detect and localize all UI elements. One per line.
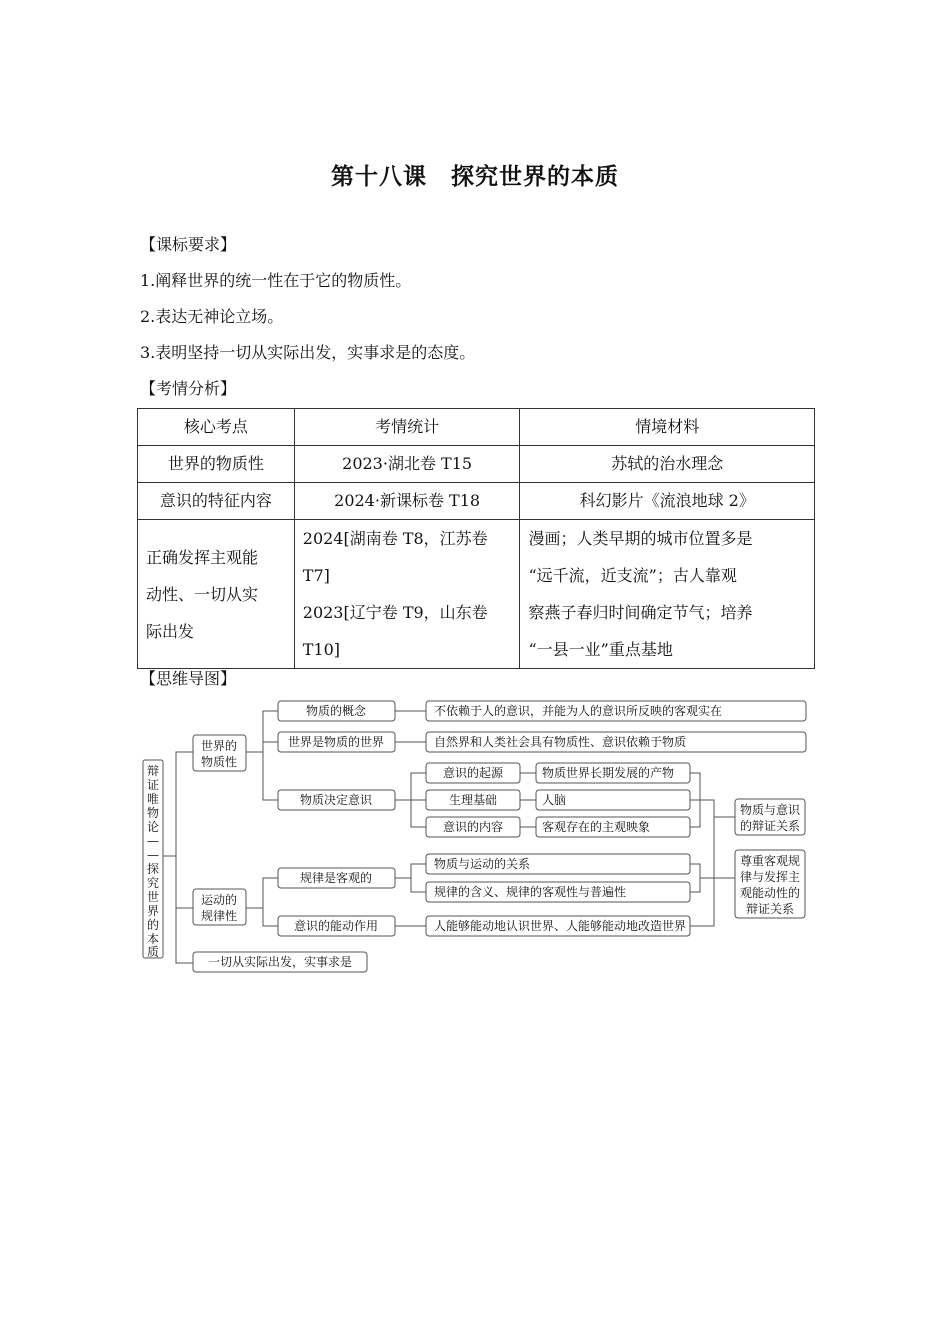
svg-text:世: 世 — [146, 890, 160, 904]
node-active-role: 意识的能动作用 — [293, 919, 379, 933]
page-title: 第十八课 探究世界的本质 — [331, 164, 619, 190]
table-cell: 2023·湖北卷 T15 — [294, 446, 520, 483]
svg-text:物: 物 — [146, 806, 160, 820]
svg-text:尊重客观规: 尊重客观规 — [739, 854, 801, 868]
svg-text:论: 论 — [146, 820, 160, 834]
table-cell: 世界的物质性 — [138, 446, 295, 483]
svg-text:物质与意识: 物质与意识 — [739, 803, 801, 817]
svg-text:—: — — [147, 834, 159, 848]
node-origin-def: 物质世界长期发展的产物 — [542, 766, 675, 780]
node-physio-def: 人脑 — [542, 793, 567, 807]
table-cell: 科幻影片《流浪地球 2》 — [520, 483, 815, 520]
exam-analysis-table — [137, 408, 815, 669]
node-content-def: 客观存在的主观映象 — [542, 820, 651, 834]
node-origin: 意识的起源 — [442, 766, 504, 780]
svg-text:观能动性的: 观能动性的 — [739, 886, 801, 900]
node-matter-motion: 物质与运动的关系 — [434, 857, 531, 871]
table-cell-point: 正确发挥主观能 动性、一切从实 际出发 — [138, 520, 295, 669]
table-cell-stat: 2024[湖南卷 T8，江苏卷 T7] 2023[辽宁卷 T9，山东卷 T10] — [294, 520, 520, 669]
svg-text:质: 质 — [146, 945, 160, 959]
requirement-item: 3.表明坚持一切从实际出发，实事求是的态度。 — [140, 343, 476, 362]
svg-text:的: 的 — [146, 918, 160, 932]
analysis-heading: 【考情分析】 — [140, 379, 237, 398]
svg-text:本: 本 — [146, 932, 160, 946]
requirement-item: 1.阐释世界的统一性在于它的物质性。 — [140, 271, 412, 290]
table-cell-material: 漫画；人类早期的城市位置多是 “远千流，近支流”；古人靠观 察燕子春归时间确定节气；培养 “一县一业”重点基地 — [520, 520, 815, 669]
requirement-item: 2.表达无神论立场。 — [140, 307, 284, 326]
table-cell: 2024·新课标卷 T18 — [294, 483, 520, 520]
svg-text:证: 证 — [146, 778, 160, 792]
svg-text:界: 界 — [146, 904, 160, 918]
svg-text:—: — — [147, 848, 159, 862]
table-header-row — [138, 409, 815, 446]
svg-text:究: 究 — [146, 876, 160, 890]
table-row — [138, 446, 815, 483]
svg-text:辩证关系: 辩证关系 — [745, 902, 795, 916]
svg-text:辩: 辩 — [146, 764, 160, 778]
table-cell: 意识的特征内容 — [138, 483, 295, 520]
node-world-material-def: 自然界和人类社会具有物质性、意识依赖于物质 — [434, 735, 687, 749]
node-matter-decides: 物质决定意识 — [299, 793, 373, 807]
table-cell: 苏轼的治水理念 — [520, 446, 815, 483]
node-physio: 生理基础 — [448, 793, 498, 807]
svg-text:探: 探 — [146, 862, 160, 876]
svg-text:世界的: 世界的 — [200, 739, 238, 753]
node-matter-concept-def: 不依赖于人的意识，并能为人的意识所反映的客观实在 — [434, 704, 723, 718]
svg-text:规律性: 规律性 — [200, 909, 238, 923]
table-header-cell: 核心考点 — [138, 409, 295, 446]
node-content: 意识的内容 — [442, 820, 504, 834]
table-row — [138, 520, 815, 669]
table-row — [138, 483, 815, 520]
node-law-meaning: 规律的含义、规律的客观性与普遍性 — [434, 885, 627, 899]
root-node — [147, 764, 159, 959]
svg-text:运动的: 运动的 — [200, 893, 238, 907]
node-from-reality: 一切从实际出发，实事求是 — [207, 955, 353, 969]
svg-text:的辩证关系: 的辩证关系 — [739, 819, 801, 833]
mindmap-heading: 【思维导图】 — [140, 669, 237, 688]
node-law-objective: 规律是客观的 — [299, 871, 373, 885]
table-header-cell: 情境材料 — [520, 409, 815, 446]
svg-text:物质性: 物质性 — [200, 755, 238, 769]
node-matter-concept: 物质的概念 — [305, 704, 367, 718]
mind-map — [140, 695, 810, 975]
requirements-heading: 【课标要求】 — [140, 235, 237, 254]
node-active-role-def: 人能够能动地认识世界、人能够能动地改造世界 — [434, 919, 687, 933]
table-header-cell: 考情统计 — [294, 409, 520, 446]
svg-text:律与发挥主: 律与发挥主 — [739, 870, 801, 884]
node-world-is-material: 世界是物质的世界 — [287, 735, 385, 749]
svg-text:唯: 唯 — [146, 792, 160, 806]
